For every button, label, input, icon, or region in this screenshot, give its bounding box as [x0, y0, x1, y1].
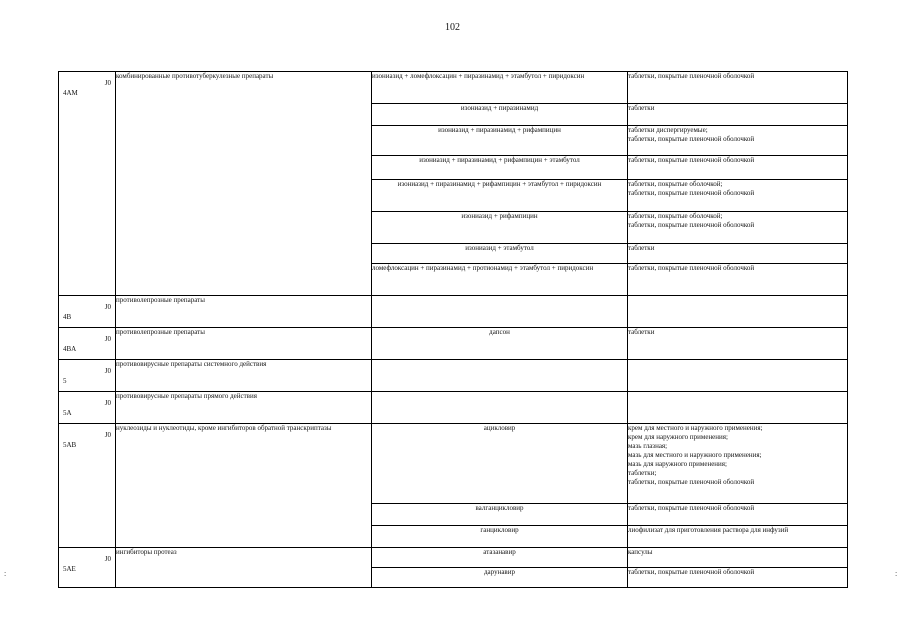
drug-name: атазанавир	[483, 548, 516, 556]
dosage-form: таблетки	[628, 104, 655, 112]
atc-code-cell	[59, 72, 116, 296]
drug-name-cell	[372, 526, 628, 548]
dosage-form: мазь для наружного применения;	[628, 460, 727, 468]
table-row	[59, 360, 848, 392]
dosage-form: таблетки, покрытые пленочной оболочкой	[628, 568, 755, 576]
drug-name-cell	[372, 568, 628, 588]
drug-name-cell	[372, 126, 628, 156]
atc-group-name: противолепрозные препараты	[116, 328, 372, 360]
drug-name: изониазид + рифампицин	[461, 212, 538, 220]
drug-name: изониазид + пиразинамид	[460, 104, 539, 112]
dosage-form: таблетки, покрытые пленочной оболочкой	[628, 189, 755, 197]
dosage-form: таблетки;	[628, 469, 657, 477]
left-edge-mark: :	[4, 569, 7, 578]
dosage-form: таблетки, покрытые пленочной оболочкой	[628, 72, 755, 80]
drug-name-cell	[372, 328, 628, 360]
drug-name: изониазид + этамбутол	[465, 244, 534, 252]
drug-name: изониазид + пиразинамид + рифампицин + этамбутол + пиридоксин	[397, 180, 602, 188]
drug-name: ацикловир	[483, 424, 516, 432]
drug-name-cell	[372, 504, 628, 526]
dosage-form: таблетки	[628, 244, 655, 252]
dosage-form-cell	[628, 212, 848, 244]
table-row	[59, 392, 848, 424]
atc-code-cell	[59, 392, 116, 424]
atc-code-suffix: 4B	[63, 313, 72, 321]
dosage-form-cell	[628, 72, 848, 104]
dosage-form: таблетки	[628, 328, 655, 336]
drug-name: изониазид + ломефлоксацин + пиразинамид + этамбутол + пиридоксин	[372, 72, 585, 80]
dosage-form-cell	[628, 328, 848, 360]
drug-name-cell	[372, 72, 628, 104]
atc-code-suffix: 4AM	[63, 89, 78, 97]
dosage-form-cell	[628, 392, 848, 424]
table-row	[59, 328, 848, 360]
drug-name-cell	[372, 180, 628, 212]
dosage-form-cell	[628, 548, 848, 568]
atc-classification-table	[58, 71, 848, 588]
atc-code-suffix: 5A	[63, 409, 72, 417]
atc-group-name: нуклеозиды и нуклеотиды, кроме ингибиторов обратной транскриптазы	[116, 424, 372, 548]
dosage-form: таблетки, покрытые пленочной оболочкой	[628, 135, 755, 143]
atc-code-suffix: 5	[63, 377, 67, 385]
dosage-form-cell	[628, 424, 848, 504]
drug-name: валганцикловир	[475, 504, 524, 512]
atc-group-name: противовирусные препараты прямого действия	[116, 392, 372, 424]
dosage-form-cell	[628, 180, 848, 212]
dosage-form-cell	[628, 244, 848, 264]
drug-name: дарунавир	[484, 568, 515, 576]
dosage-form: мазь для местного и наружного применения;	[628, 451, 762, 459]
dosage-form: таблетки, покрытые пленочной оболочкой	[628, 264, 755, 272]
drug-name-cell	[372, 392, 628, 424]
drug-name-cell	[372, 212, 628, 244]
table-row	[59, 424, 848, 504]
atc-code-suffix: 5AE	[63, 565, 76, 573]
atc-code-suffix: 5AB	[63, 441, 77, 449]
dosage-form: мазь глазная;	[628, 442, 668, 450]
drug-name-cell	[372, 244, 628, 264]
dosage-form: таблетки, покрытые пленочной оболочкой	[628, 504, 755, 512]
page-number: 102	[445, 22, 460, 33]
drug-name: изониазид + пиразинамид + рифампицин	[438, 126, 561, 134]
atc-code-prefix: J0	[104, 303, 111, 311]
dosage-form: капсулы	[628, 548, 653, 556]
atc-code-cell	[59, 548, 116, 588]
right-edge-mark: :	[895, 569, 898, 578]
drug-name: изониазид + пиразинамид + рифампицин + этамбутол	[419, 156, 580, 164]
table-row	[59, 548, 848, 568]
table-row	[59, 72, 848, 104]
atc-code-prefix: J0	[104, 335, 111, 343]
drug-name: ганцикловир	[480, 526, 519, 534]
atc-code-prefix: J0	[104, 79, 111, 87]
drug-name: дапсон	[489, 328, 510, 336]
drug-name-cell	[372, 548, 628, 568]
dosage-form: таблетки, покрытые оболочкой;	[628, 180, 723, 188]
atc-code-cell	[59, 424, 116, 548]
dosage-form-cell	[628, 360, 848, 392]
atc-group-name: комбинированные противотуберкулезные препараты	[116, 72, 372, 296]
drug-name-cell	[372, 424, 628, 504]
dosage-form-cell	[628, 104, 848, 126]
atc-code-prefix: J0	[104, 555, 111, 563]
drug-name-cell	[372, 360, 628, 392]
atc-code-cell	[59, 360, 116, 392]
atc-group-name: противовирусные препараты системного действия	[116, 360, 372, 392]
dosage-form-cell	[628, 156, 848, 180]
atc-group-name: ингибиторы протеаз	[116, 548, 372, 588]
dosage-form-cell	[628, 526, 848, 548]
atc-code-prefix: J0	[104, 399, 111, 407]
dosage-form-cell	[628, 504, 848, 526]
dosage-form: таблетки, покрытые пленочной оболочкой	[628, 221, 755, 229]
atc-group-name: противолепрозные препараты	[116, 296, 372, 328]
dosage-form: крем для наружного применения;	[628, 433, 728, 441]
dosage-form: крем для местного и наружного применения;	[628, 424, 763, 432]
drug-name: ломефлоксацин + пиразинамид + протионамид + этамбутол + пиридоксин	[372, 264, 594, 272]
drug-name-cell	[372, 264, 628, 296]
dosage-form: таблетки, покрытые пленочной оболочкой	[628, 156, 755, 164]
dosage-form: таблетки, покрытые оболочкой;	[628, 212, 723, 220]
atc-code-suffix: 4BA	[63, 345, 77, 353]
dosage-form: лиофилизат для приготовления раствора для инфузий	[628, 526, 789, 534]
dosage-form: таблетки диспергируемые;	[628, 126, 708, 134]
drug-name-cell	[372, 296, 628, 328]
table-row	[59, 296, 848, 328]
dosage-form-cell	[628, 296, 848, 328]
atc-code-prefix: J0	[104, 431, 111, 439]
drug-name-cell	[372, 156, 628, 180]
dosage-form-cell	[628, 568, 848, 588]
dosage-form-cell	[628, 126, 848, 156]
atc-code-cell	[59, 328, 116, 360]
atc-code-cell	[59, 296, 116, 328]
drug-name-cell	[372, 104, 628, 126]
atc-code-prefix: J0	[104, 367, 111, 375]
dosage-form-cell	[628, 264, 848, 296]
dosage-form: таблетки, покрытые пленочной оболочкой	[628, 478, 755, 486]
